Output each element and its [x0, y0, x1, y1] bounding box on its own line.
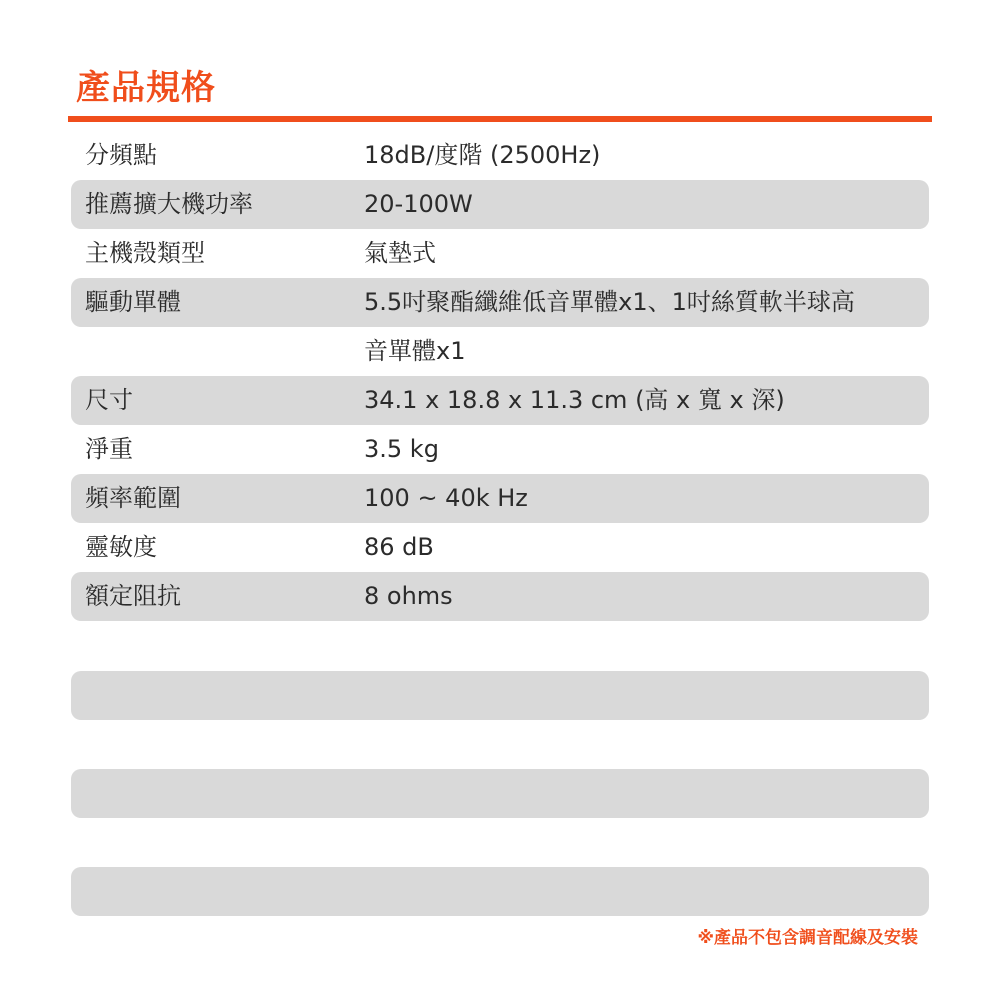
spec-value: 音單體x1 — [364, 337, 466, 365]
spec-row-enclosure — [71, 229, 929, 278]
spec-value: 8 ohms — [364, 582, 453, 610]
spec-value: 34.1 x 18.8 x 11.3 cm (高 x 寬 x 深) — [364, 386, 785, 414]
empty-row — [71, 769, 929, 818]
spec-label: 額定阻抗 — [85, 582, 181, 610]
footnote: ※產品不包含調音配線及安裝 — [697, 928, 918, 948]
spec-label: 尺寸 — [85, 386, 133, 414]
empty-row — [71, 671, 929, 720]
spec-label: 淨重 — [85, 435, 133, 463]
spec-label: 頻率範圍 — [85, 484, 181, 512]
spec-label: 主機殼類型 — [85, 239, 205, 267]
spec-value: 5.5吋聚酯纖維低音單體x1、1吋絲質軟半球高 — [364, 288, 855, 316]
spec-row-dimensions — [71, 376, 929, 425]
spec-table — [71, 131, 929, 621]
spec-row-weight — [71, 425, 929, 474]
page-title: 產品規格 — [76, 68, 216, 108]
spec-row-drivers-continued — [71, 327, 929, 376]
spec-row-drivers — [71, 278, 929, 327]
spec-row-frequency-range — [71, 474, 929, 523]
empty-row — [71, 867, 929, 916]
spec-value: 20-100W — [364, 190, 473, 218]
spec-row-amp-power — [71, 180, 929, 229]
spec-value: 18dB/度階 (2500Hz) — [364, 141, 601, 169]
title-divider — [68, 116, 932, 122]
spec-value: 3.5 kg — [364, 435, 439, 463]
spec-row-impedance — [71, 572, 929, 621]
spec-label: 驅動單體 — [85, 288, 181, 316]
spec-value: 86 dB — [364, 533, 434, 561]
spec-row-sensitivity — [71, 523, 929, 572]
spec-row-crossover — [71, 131, 929, 180]
spec-label: 分頻點 — [85, 141, 157, 169]
spec-value: 氣墊式 — [364, 239, 436, 267]
spec-label: 推薦擴大機功率 — [85, 190, 253, 218]
spec-value: 100 ~ 40k Hz — [364, 484, 528, 512]
spec-label: 靈敏度 — [85, 533, 157, 561]
